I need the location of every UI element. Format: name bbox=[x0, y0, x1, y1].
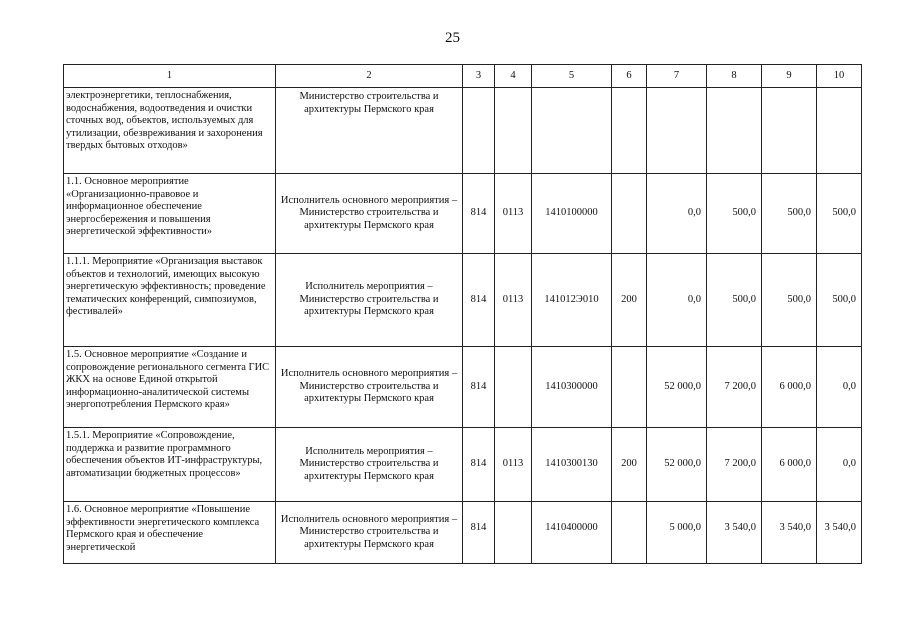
cell-year-2: 500,0 bbox=[707, 174, 762, 254]
header-cell-5: 5 bbox=[532, 65, 612, 88]
executor: Исполнитель основного мероприятия – Министерство строительства и архитектуры Пермского края bbox=[276, 502, 463, 564]
cell-target-article: 1410400000 bbox=[532, 502, 612, 564]
cell-year-4: 500,0 bbox=[817, 174, 862, 254]
cell-section: 0113 bbox=[495, 174, 532, 254]
cell-year-1: 0,0 bbox=[647, 174, 707, 254]
table-row bbox=[64, 88, 862, 174]
cell-grbs: 814 bbox=[463, 502, 495, 564]
cell-expense-type: 200 bbox=[612, 254, 647, 347]
cell-year-3: 500,0 bbox=[762, 254, 817, 347]
cell-section bbox=[495, 88, 532, 174]
cell-target-article: 1410300130 bbox=[532, 428, 612, 502]
header-cell-6: 6 bbox=[612, 65, 647, 88]
cell-year-1 bbox=[647, 88, 707, 174]
header-cell-8: 8 bbox=[707, 65, 762, 88]
cell-grbs bbox=[463, 88, 495, 174]
measure-name: 1.6. Основное мероприятие «Повышение эффективности энергетического комплекса Пермского края и обеспечение энергетической bbox=[64, 502, 276, 564]
cell-target-article: 1410100000 bbox=[532, 174, 612, 254]
cell-grbs: 814 bbox=[463, 254, 495, 347]
measure-name: 1.1.1. Мероприятие «Организация выставок объектов и технологий, имеющих высокую энергетическую эффективность; проведение тематических конференций, симпозиумов, фестивалей» bbox=[64, 254, 276, 347]
executor: Исполнитель мероприятия – Министерство строительства и архитектуры Пермского края bbox=[276, 428, 463, 502]
cell-year-2: 3 540,0 bbox=[707, 502, 762, 564]
cell-grbs: 814 bbox=[463, 428, 495, 502]
cell-section: 0113 bbox=[495, 428, 532, 502]
header-cell-7: 7 bbox=[647, 65, 707, 88]
cell-year-4: 0,0 bbox=[817, 428, 862, 502]
cell-year-1: 0,0 bbox=[647, 254, 707, 347]
cell-year-3: 6 000,0 bbox=[762, 347, 817, 428]
table-row bbox=[64, 174, 862, 254]
measure-name: 1.5.1. Мероприятие «Сопровождение, поддержка и развитие программного обеспечения объектов ИТ-инфраструктуры, автоматизации бюджетных процессов» bbox=[64, 428, 276, 502]
header-row bbox=[64, 65, 862, 88]
cell-expense-type bbox=[612, 88, 647, 174]
executor: Исполнитель основного мероприятия – Министерство строительства и архитектуры Пермского края bbox=[276, 174, 463, 254]
measure-name: 1.5. Основное мероприятие «Создание и сопровождение регионального сегмента ГИС ЖКХ на основе Единой открытой информационно-аналитической системы энергопотребления Пермского края» bbox=[64, 347, 276, 428]
page-number: 25 bbox=[445, 30, 460, 46]
table-row bbox=[64, 254, 862, 347]
header-cell-9: 9 bbox=[762, 65, 817, 88]
header-cell-4: 4 bbox=[495, 65, 532, 88]
cell-expense-type: 200 bbox=[612, 428, 647, 502]
cell-expense-type bbox=[612, 502, 647, 564]
cell-year-3 bbox=[762, 88, 817, 174]
cell-expense-type bbox=[612, 174, 647, 254]
budget-table bbox=[63, 64, 862, 564]
cell-year-2: 500,0 bbox=[707, 254, 762, 347]
measure-name: 1.1. Основное мероприятие «Организационно-правовое и информационное обеспечение энергосбережения и повышения энергетической эффективности» bbox=[64, 174, 276, 254]
cell-section bbox=[495, 502, 532, 564]
cell-grbs: 814 bbox=[463, 174, 495, 254]
executor: Министерство строительства и архитектуры Пермского края bbox=[276, 88, 463, 174]
cell-year-3: 500,0 bbox=[762, 174, 817, 254]
cell-year-4 bbox=[817, 88, 862, 174]
cell-year-1: 52 000,0 bbox=[647, 347, 707, 428]
cell-year-4: 500,0 bbox=[817, 254, 862, 347]
executor: Исполнитель мероприятия – Министерство строительства и архитектуры Пермского края bbox=[276, 254, 463, 347]
cell-year-4: 0,0 bbox=[817, 347, 862, 428]
cell-target-article: 141012Э010 bbox=[532, 254, 612, 347]
header-cell-3: 3 bbox=[463, 65, 495, 88]
cell-year-1: 52 000,0 bbox=[647, 428, 707, 502]
table-row bbox=[64, 502, 862, 564]
table-row bbox=[64, 428, 862, 502]
cell-target-article bbox=[532, 88, 612, 174]
measure-name: электроэнергетики, теплоснабжения, водоснабжения, водоотведения и очистки сточных вод, объектов, используемых для утилизации, обезвреживания и захоронения твердых бытовых отходов» bbox=[64, 88, 276, 174]
cell-target-article: 1410300000 bbox=[532, 347, 612, 428]
cell-year-2: 7 200,0 bbox=[707, 428, 762, 502]
cell-year-2 bbox=[707, 88, 762, 174]
cell-year-3: 6 000,0 bbox=[762, 428, 817, 502]
cell-section bbox=[495, 347, 532, 428]
cell-year-3: 3 540,0 bbox=[762, 502, 817, 564]
header-cell-2: 2 bbox=[276, 65, 463, 88]
cell-expense-type bbox=[612, 347, 647, 428]
header-cell-1: 1 bbox=[64, 65, 276, 88]
table-row bbox=[64, 347, 862, 428]
cell-year-4: 3 540,0 bbox=[817, 502, 862, 564]
cell-grbs: 814 bbox=[463, 347, 495, 428]
header-cell-10: 10 bbox=[817, 65, 862, 88]
cell-year-2: 7 200,0 bbox=[707, 347, 762, 428]
cell-year-1: 5 000,0 bbox=[647, 502, 707, 564]
cell-section: 0113 bbox=[495, 254, 532, 347]
executor: Исполнитель основного мероприятия – Министерство строительства и архитектуры Пермского края bbox=[276, 347, 463, 428]
